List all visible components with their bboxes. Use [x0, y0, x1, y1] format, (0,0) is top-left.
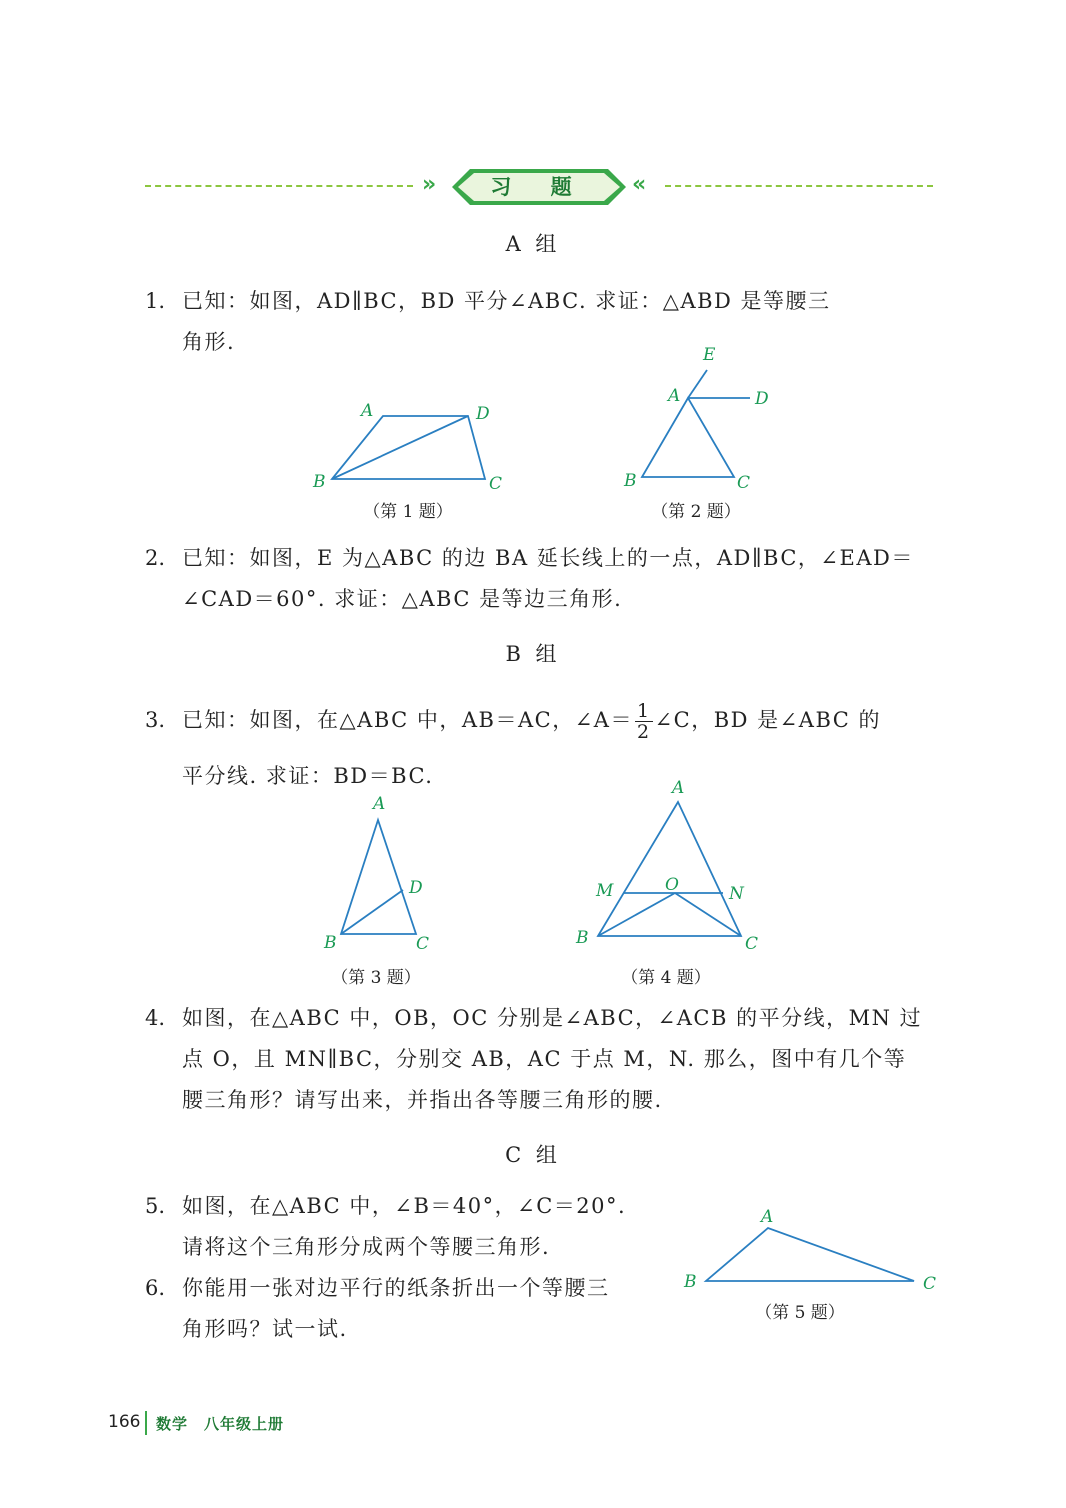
chevron-left-icon: «	[632, 172, 641, 197]
fig1-label-b: B	[313, 472, 326, 492]
problem-2-number: 2.	[145, 546, 166, 570]
problem-4-line-2: 点 O，且 MN∥BC，分别交 AB，AC 于点 M，N. 那么，图中有几个等	[182, 1047, 907, 1071]
fig3-label-a: A	[373, 794, 386, 814]
problem-4-line-1: 如图，在△ABC 中，OB，OC 分别是∠ABC，∠ACB 的平分线，MN 过	[182, 1006, 923, 1030]
problem-3-line-1-b: ∠C，BD 是∠ABC 的	[654, 708, 882, 732]
page-number: 166	[108, 1412, 141, 1432]
fig3-label-d: D	[409, 878, 423, 898]
problem-6-number: 6.	[145, 1276, 166, 1300]
fig5-label-a: A	[761, 1207, 774, 1227]
problem-4-line-3: 腰三角形？请写出来，并指出各等腰三角形的腰.	[182, 1088, 663, 1112]
fig2-label-e: E	[703, 345, 716, 365]
problem-5-line-1: 如图，在△ABC 中，∠B＝40°，∠C＝20°.	[182, 1194, 627, 1218]
fraction-denominator: 2	[636, 721, 651, 743]
fig1-label-d: D	[476, 404, 490, 424]
problem-5-line-2: 请将这个三角形分成两个等腰三角形.	[182, 1235, 551, 1259]
page-title: 习 题	[490, 175, 588, 199]
problem-5-number: 5.	[145, 1194, 166, 1218]
problem-3-line-2: 平分线. 求证：BD＝BC.	[182, 764, 434, 788]
problem-1-line-2: 角形.	[182, 330, 236, 354]
problem-1-line-1: 已知：如图，AD∥BC，BD 平分∠ABC. 求证：△ABD 是等腰三	[182, 289, 831, 313]
chevron-right-icon: »	[422, 172, 431, 197]
problem-3-number: 3.	[145, 708, 166, 732]
group-b-heading: B 组	[505, 642, 561, 666]
fig1-label-c: C	[489, 474, 503, 494]
fig4-label-b: B	[576, 928, 589, 948]
fig2-label-d: D	[755, 389, 769, 409]
fig3-label-c: C	[416, 934, 430, 954]
footer-divider	[145, 1411, 147, 1435]
figure-4-caption: （第 4 题）	[621, 968, 711, 988]
figure-5-caption: （第 5 题）	[755, 1303, 845, 1323]
problem-2-line-2: ∠CAD＝60°. 求证：△ABC 是等边三角形.	[182, 587, 623, 611]
fig3-label-b: B	[324, 933, 337, 953]
problem-3-line-1-a: 已知：如图，在△ABC 中，AB＝AC，∠A＝	[182, 708, 633, 732]
fig4-label-n: N	[729, 884, 744, 904]
problem-6-line-2: 角形吗？试一试.	[182, 1317, 348, 1341]
problem-1-number: 1.	[145, 289, 166, 313]
fig2-label-c: C	[737, 473, 751, 493]
group-a-heading: A 组	[505, 232, 561, 256]
problem-2-line-1: 已知：如图，E 为△ABC 的边 BA 延长线上的一点，AD∥BC，∠EAD＝	[182, 546, 914, 570]
fig4-label-c: C	[745, 934, 759, 954]
fraction-numerator: 1	[636, 700, 651, 722]
fig5-label-c: C	[923, 1274, 937, 1294]
problem-6-line-1: 你能用一张对边平行的纸条折出一个等腰三	[182, 1276, 610, 1300]
fig1-label-a: A	[361, 401, 374, 421]
problem-4-number: 4.	[145, 1006, 166, 1030]
fig4-label-a: A	[672, 778, 685, 798]
fig4-label-o: O	[665, 875, 679, 895]
book-title: 数学 八年级上册	[156, 1415, 285, 1433]
group-c-heading: C 组	[505, 1143, 561, 1167]
figure-1-caption: （第 1 题）	[363, 502, 453, 522]
fig5-label-b: B	[684, 1272, 697, 1292]
fig4-label-m: M	[596, 881, 614, 901]
figure-2-caption: （第 2 题）	[651, 502, 741, 522]
figure-3-caption: （第 3 题）	[331, 968, 421, 988]
fig2-label-b: B	[624, 471, 637, 491]
fig2-label-a: A	[668, 386, 681, 406]
